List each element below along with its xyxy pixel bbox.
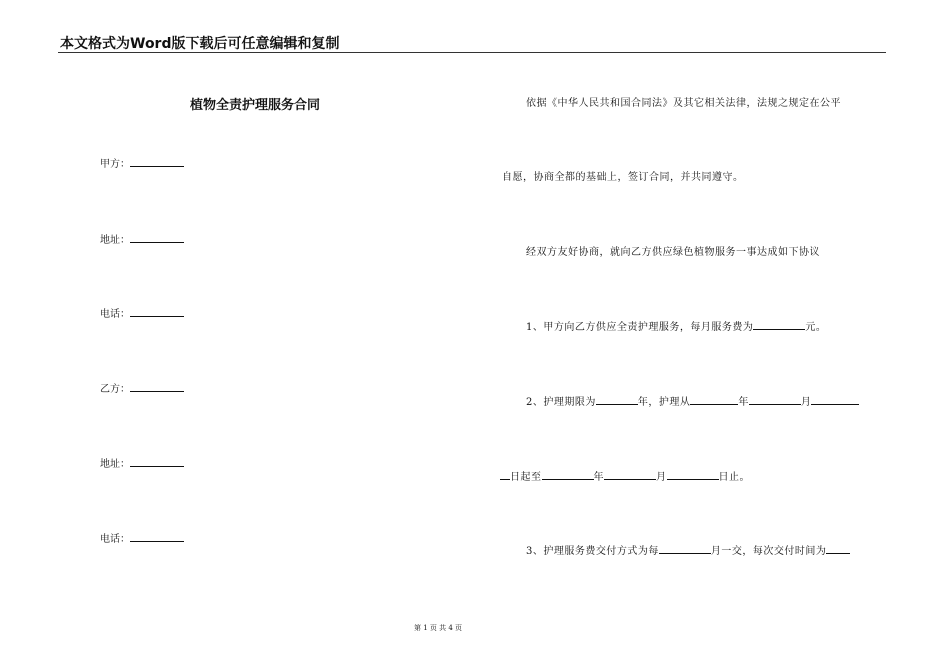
start-month-blank xyxy=(749,395,801,405)
party-b-address-field xyxy=(100,455,184,470)
body-paragraph-1: 依据《中华人民共和国合同法》及其它相关法律，法规之规定在公平 xyxy=(526,98,841,109)
party-b-phone-label: 电话： xyxy=(100,534,130,545)
party-a-phone-field xyxy=(100,305,184,320)
party-b-field xyxy=(100,380,184,395)
clause-1-unit: 元。 xyxy=(805,322,827,333)
clause-2-text: 2、护理期限为 xyxy=(526,397,596,408)
start-day-blank xyxy=(811,395,859,405)
party-a-address-blank xyxy=(130,233,184,243)
party-b-address-blank xyxy=(130,457,184,467)
document-header: 本文格式为Word版下载后可任意编辑和复制 xyxy=(60,36,340,52)
party-a-blank xyxy=(130,157,184,167)
start-year-blank xyxy=(690,395,738,405)
monthly-fee-blank xyxy=(753,320,805,330)
end-month-blank xyxy=(604,470,656,480)
party-a-phone-blank xyxy=(130,307,184,317)
clause-2e-year: 年 xyxy=(593,472,604,483)
clause-1-text: 1、甲方向乙方供应全责护理服务，每月服务费为 xyxy=(526,322,754,333)
clause-2e-month: 月 xyxy=(656,472,667,483)
clause-2-continued xyxy=(500,468,750,483)
body-paragraph-2: 自愿，协商全都的基础上，签订合同，并共同遵守。 xyxy=(502,172,744,183)
party-b-label: 乙方： xyxy=(100,384,130,395)
clause-2-from: 年，护理从 xyxy=(637,397,691,408)
clause-2-year: 年 xyxy=(738,397,749,408)
party-b-phone-field xyxy=(100,530,184,545)
page-footer: 第 1 页 共 4 页 xyxy=(414,624,463,632)
clause-3-text: 3、护理服务费交付方式为每 xyxy=(526,546,659,557)
party-a-label: 甲方： xyxy=(100,159,130,170)
body-paragraph-3: 经双方友好协商，就向乙方供应绿色植物服务一事达成如下协议 xyxy=(526,247,820,258)
party-a-phone-label: 电话： xyxy=(100,309,130,320)
clause-3-text-2: 月一交，每次交付时间为 xyxy=(710,546,827,557)
party-b-address-label: 地址： xyxy=(100,459,130,470)
start-day-blank-tail xyxy=(500,470,510,480)
document-title: 植物全责护理服务合同 xyxy=(190,98,321,113)
clause-2e-end: 日止。 xyxy=(718,472,750,483)
party-a-address-label: 地址： xyxy=(100,235,130,246)
term-years-blank xyxy=(596,395,638,405)
clause-2e-from: 日起至 xyxy=(510,472,542,483)
clause-1 xyxy=(526,318,826,333)
end-day-blank xyxy=(667,470,719,480)
payment-period-blank xyxy=(659,544,711,554)
clause-2 xyxy=(526,393,859,408)
header-divider xyxy=(58,52,886,53)
end-year-blank xyxy=(542,470,594,480)
clause-2-month: 月 xyxy=(800,397,812,408)
party-b-phone-blank xyxy=(130,532,184,542)
party-b-blank xyxy=(130,382,184,392)
party-a-field xyxy=(100,155,184,170)
clause-3 xyxy=(526,542,850,557)
party-a-address-field xyxy=(100,231,184,246)
payment-time-blank xyxy=(826,544,850,554)
